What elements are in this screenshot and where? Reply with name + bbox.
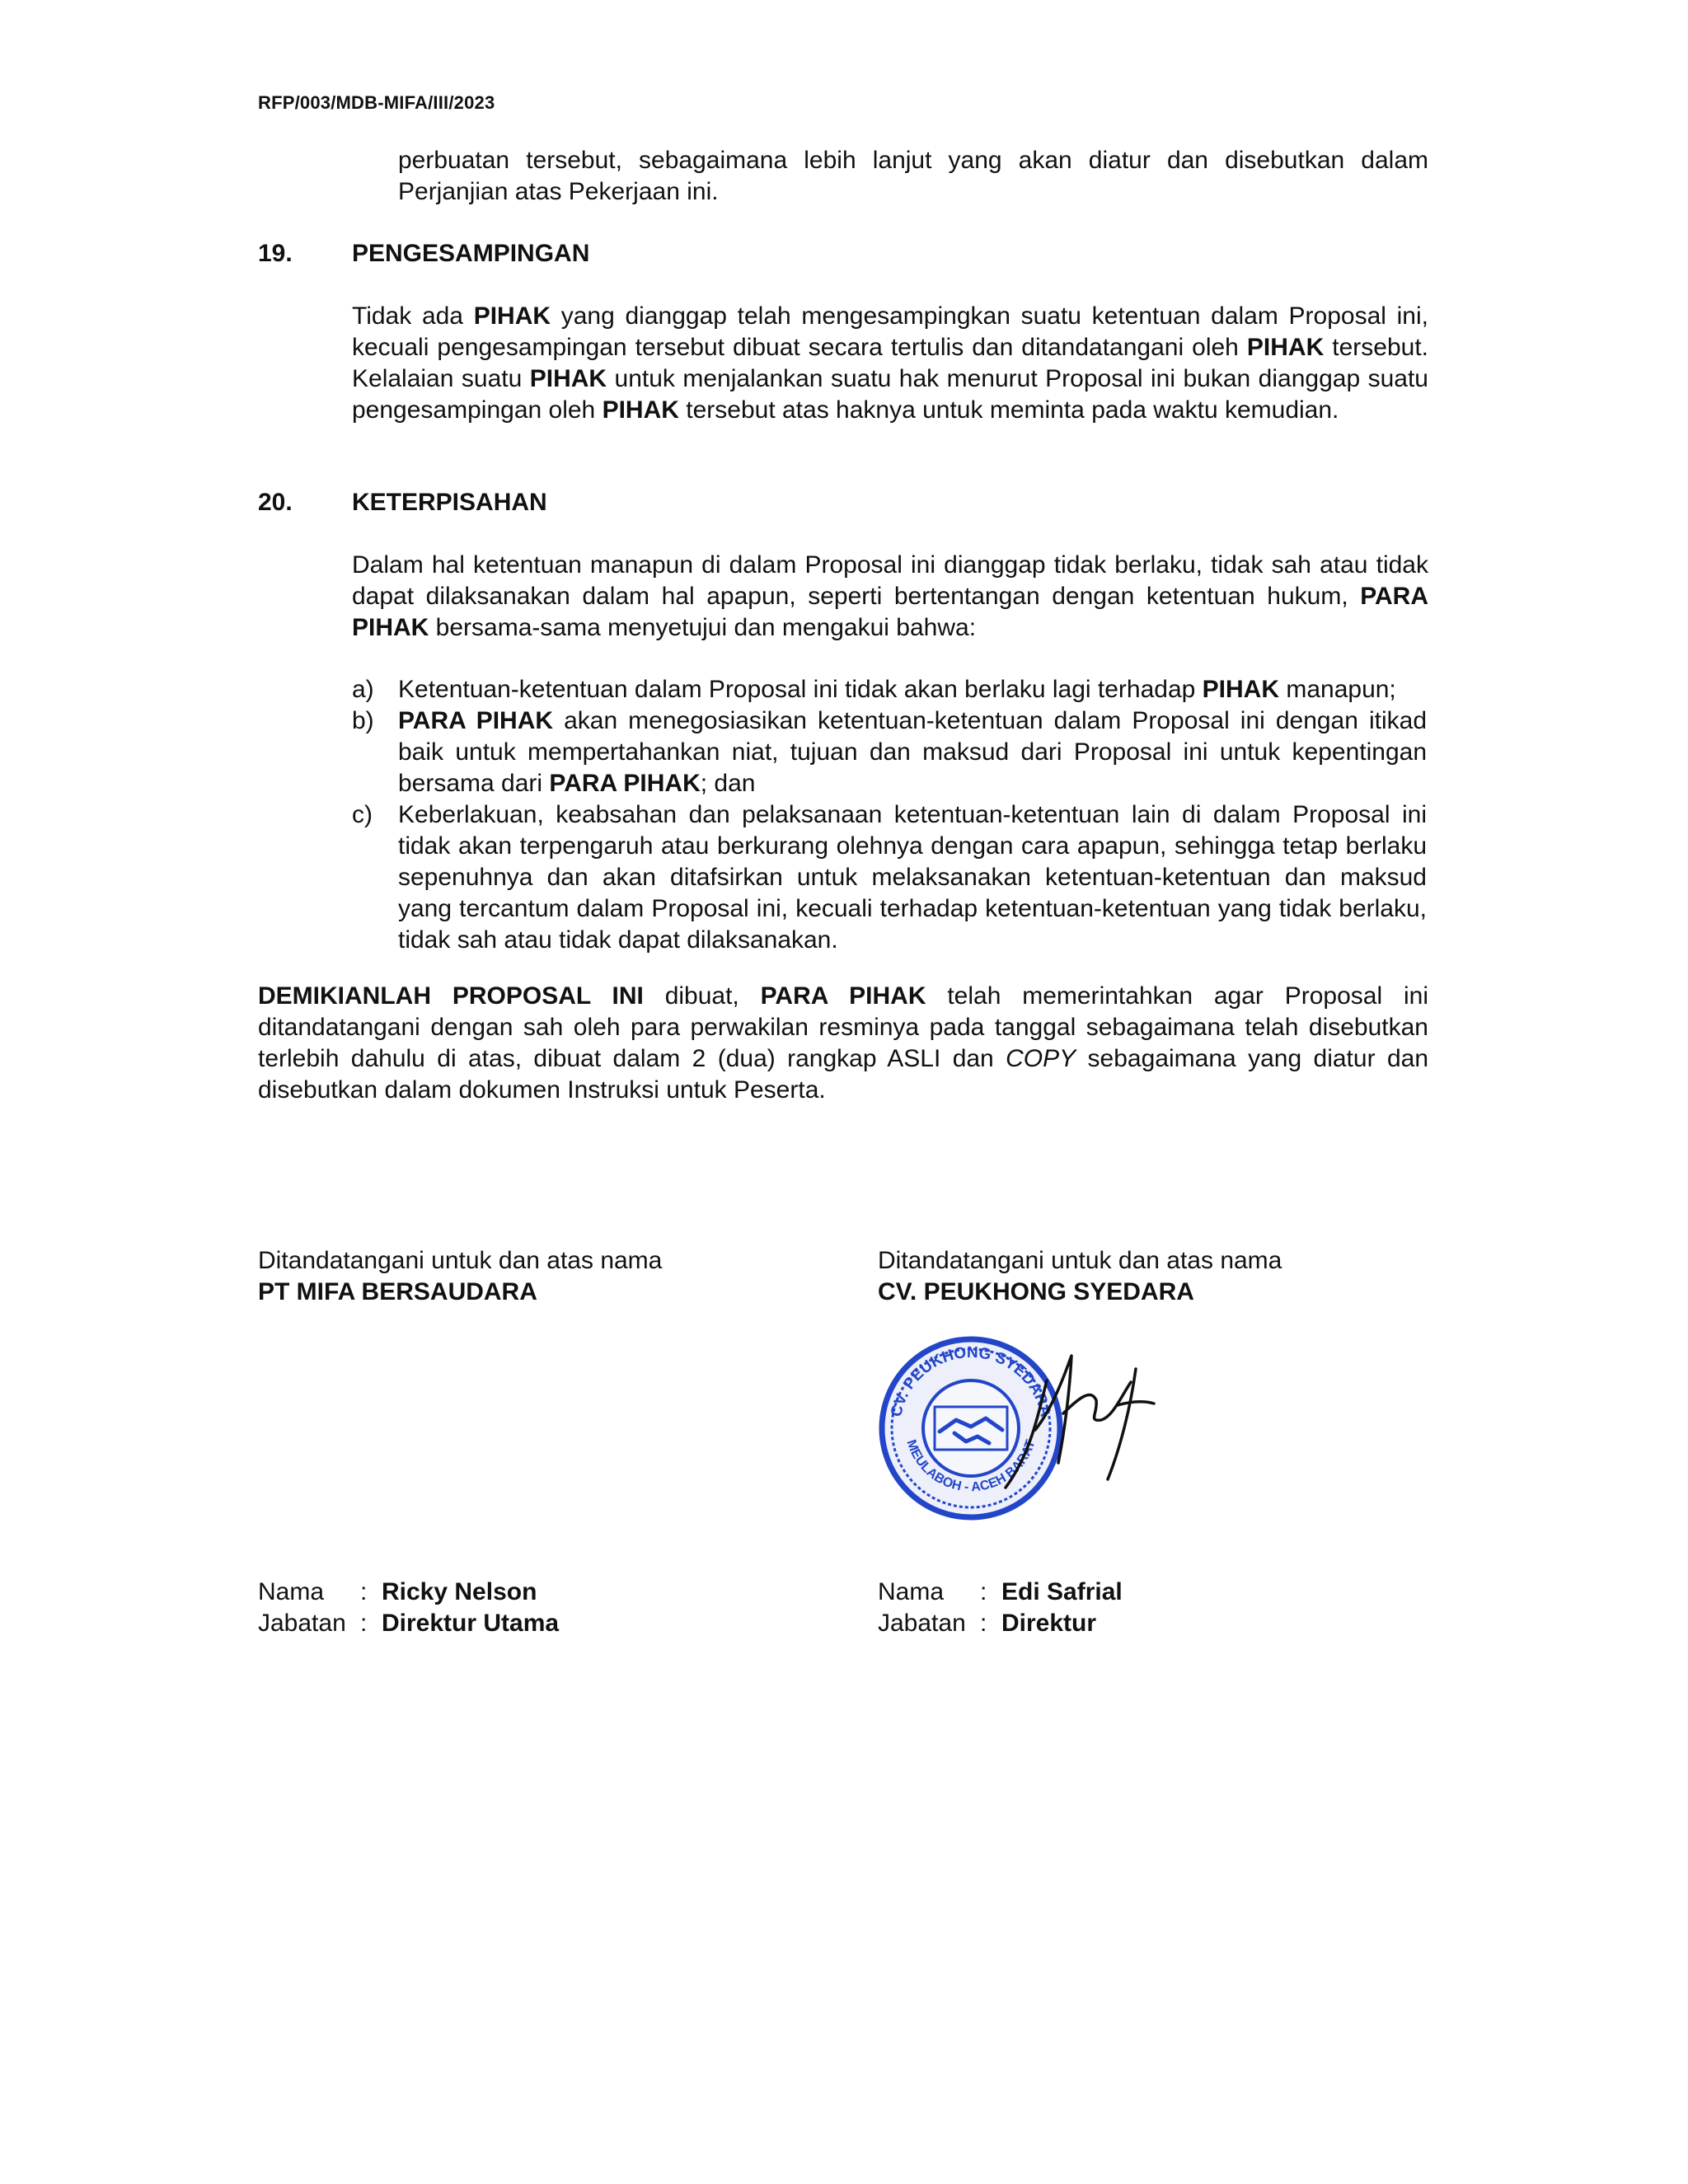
title-label: Jabatan [878,1610,966,1637]
section-number: 19. [258,240,293,267]
name-label: Nama [258,1578,325,1605]
document-reference: RFP/003/MDB-MIFA/III/2023 [258,92,495,113]
list-item-text: Keberlakuan, keabsahan dan pelaksanaan ketentuan-ketentuan lain di dalam Proposal ini tidak akan terpengaruh atau berkurang olehnya dengan cara apapun, sehingga tetap berlaku sepenuhnya dan akan ditafsirkan untuk melaksanakan ketentuan-ketentuan dan maksud yang tercantum dalam Proposal ini, kecuali terhadap ketentuan-ketentuan yang tidak berlaku, tidak sah atau tidak dapat dilaksanakan. [398,801,1427,954]
colon: : [360,1578,368,1605]
list-item-c [352,799,1428,956]
left-name-row [258,1577,537,1608]
list-item-text: PARA PIHAK akan menegosiasikan ketentuan-ketentuan dalam Proposal ini dengan itikad baik untuk mempertahankan niat, tujuan dan maksud dari Proposal ini untuk kepentingan bersama dari PARA PIHAK; dan [398,707,1428,797]
colon: : [980,1610,987,1637]
stamp-top-text: CV. PEUKHONG SYEDARA [888,1343,1054,1419]
left-title-row [258,1608,559,1639]
stamp-bottom-text: MEULABOH - ACEH BARAT [903,1437,1039,1495]
continuation-paragraph: perbuatan tersebut, sebagaimana lebih lanjut yang akan diatur dan disebutkan dalam Perjanjian atas Pekerjaan ini. [398,147,1428,205]
signature-caption: Ditandatangani untuk dan atas nama [258,1247,663,1274]
signatory-name: Edi Safrial [1001,1578,1123,1605]
list-item-text: Ketentuan-ketentuan dalam Proposal ini tidak akan berlaku lagi terhadap PIHAK manapun; [398,676,1396,703]
colon: : [360,1610,368,1637]
list-marker: c) [352,801,373,828]
list-item-b [352,705,1428,799]
closing-paragraph: DEMIKIANLAH PROPOSAL INI dibuat, PARA PIHAK telah memerintahkan agar Proposal ini ditandatangani dengan sah oleh para perwakilan resminya pada tanggal sebagaimana telah disebutkan terlebih dahulu di atas, dibuat dalam 2 (dua) rangkap ASLI dan COPY sebagaimana yang diatur dan disebutkan dalam dokumen Instruksi untuk Peserta. [258,982,1429,1104]
right-name-row [878,1577,1123,1608]
section-title: PENGESAMPINGAN [352,240,590,267]
signatory-title: Direktur [1001,1610,1097,1637]
signature-block-left [258,1245,835,1308]
signature-block-right [878,1245,1455,1308]
signatory-title: Direktur Utama [382,1610,560,1637]
section-number: 20. [258,489,293,516]
right-title-row [878,1608,1096,1639]
list-item-a [352,674,1428,705]
company-name: PT MIFA BERSAUDARA [258,1278,537,1305]
signature-caption: Ditandatangani untuk dan atas nama [878,1247,1282,1274]
section-20-intro: Dalam hal ketentuan manapun di dalam Proposal ini dianggap tidak berlaku, tidak sah atau tidak dapat dilaksanakan dalam hal apapun, seperti bertentangan dengan ketentuan hukum, PARA PIHAK bersama-sama menyetujui dan mengakui bahwa: [352,551,1428,641]
colon: : [980,1578,987,1605]
signatory-name: Ricky Nelson [382,1578,537,1605]
name-label: Nama [878,1578,945,1605]
list-marker: a) [352,676,374,703]
title-label: Jabatan [258,1610,346,1637]
company-name: CV. PEUKHONG SYEDARA [878,1278,1194,1305]
section-19-paragraph: Tidak ada PIHAK yang dianggap telah mengesampingkan suatu ketentuan dalam Proposal ini, kecuali pengesampingan tersebut dibuat secara tertulis dan ditandatangani oleh PIHAK tersebut. Kelalaian suatu PIHAK untuk menjalankan suatu hak menurut Proposal ini bukan dianggap suatu pengesampingan oleh PIHAK tersebut atas haknya untuk meminta pada waktu kemudian. [352,302,1428,424]
list-marker: b) [352,707,374,734]
company-stamp-and-signature [874,1331,1162,1521]
section-title: KETERPISAHAN [352,489,547,516]
